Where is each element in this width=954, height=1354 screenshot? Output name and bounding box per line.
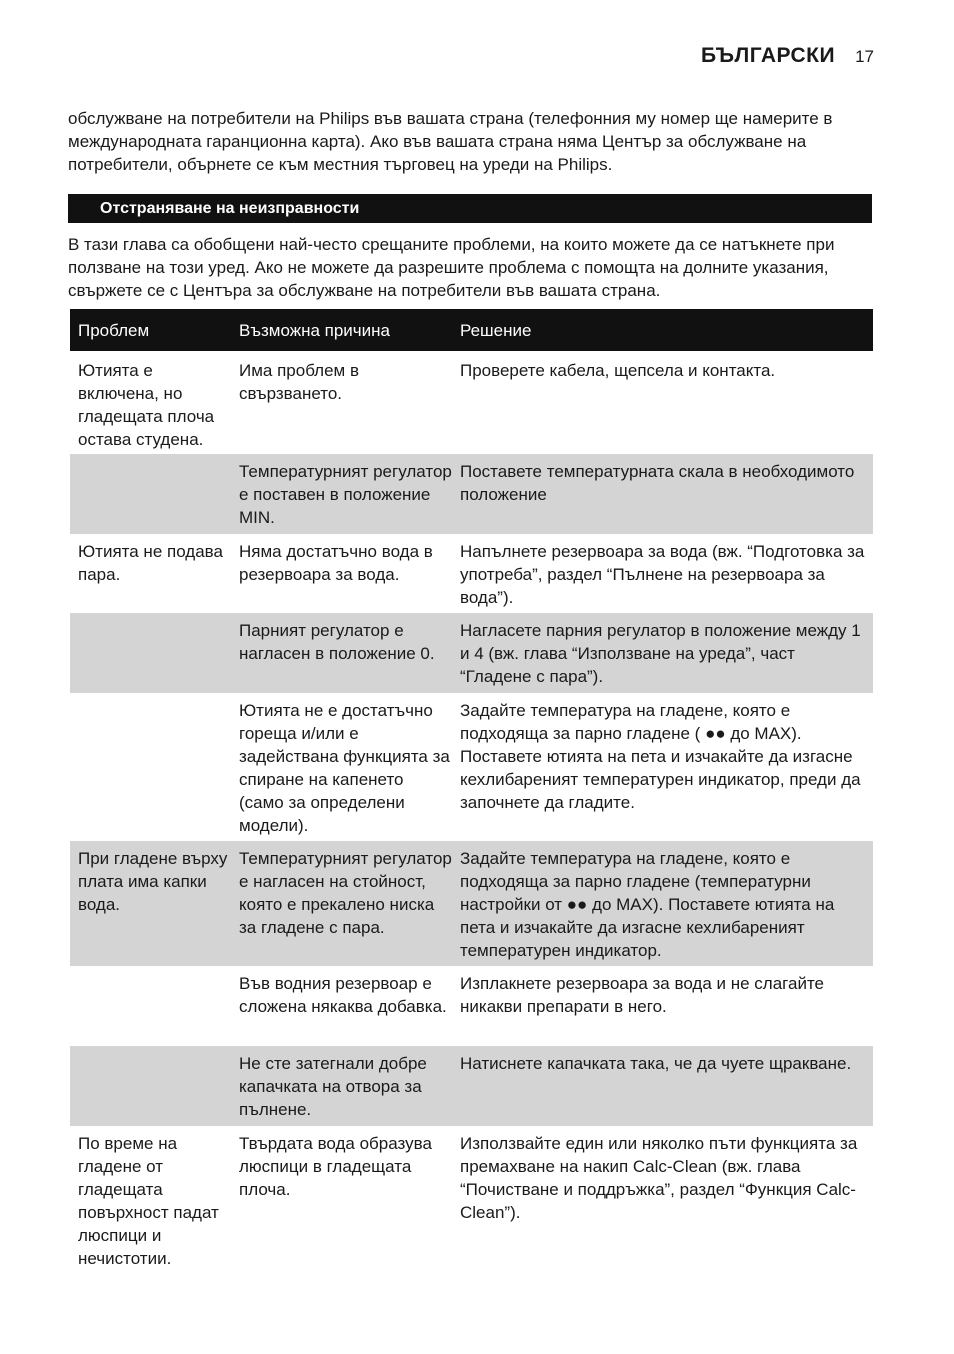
cell-problem — [70, 454, 231, 534]
cell-solution: Изплакнете резервоара за вода и не слагайте никакви препарати в него. — [460, 974, 824, 1016]
cell-problem: Ютията е включена, но гладещата плоча остава студена. — [78, 361, 215, 449]
table-row — [70, 841, 873, 966]
cell-cause: Ютията не е достатъчно гореща и/или е задействана функцията за спиране на капенето (само за определени модели). — [239, 701, 450, 835]
cell-solution: Проверете кабела, щепсела и контакта. — [460, 361, 776, 380]
cell-problem — [70, 966, 231, 1046]
cell-solution: Натиснете капачката така, че да чуете щракване. — [452, 1046, 873, 1126]
cell-cause: Температурният регулатор е нагласен на стойност, която е прекалено ниска за гладене с пара. — [231, 841, 452, 966]
intro-paragraph: обслужване на потребители на Philips във вашата страна (телефонния му номер ще намерите в международната гаранционна карта). Ако във вашата страна няма Център за обслужване на потребители, обърнете се към местния търговец на уреди на Philips. — [68, 109, 833, 174]
cell-cause: Във водния резервоар е сложена някаква добавка. — [239, 974, 447, 1016]
table-row — [70, 454, 873, 534]
language-label: БЪЛГАРСКИ — [700, 44, 836, 67]
table-row — [70, 534, 873, 613]
cell-cause: Няма достатъчно вода в резервоара за вода. — [239, 542, 433, 584]
cell-problem — [70, 693, 231, 841]
cell-problem: При гладене върху плата има капки вода. — [70, 841, 231, 966]
page-header — [701, 44, 874, 68]
cell-cause: Парният регулатор е нагласен в положение 0. — [231, 613, 452, 693]
header-cause: Възможна причина — [239, 320, 390, 340]
cell-cause: Твърдата вода образува люспици в гладещата плоча. — [239, 1134, 432, 1199]
cell-cause: Не сте затегнали добре капачката на отвора за пълнене. — [231, 1046, 452, 1126]
cell-solution: Поставете температурната скала в необходимото положение — [452, 454, 873, 534]
cell-solution: Използвайте един или няколко пъти функцията за премахване на накип Calc-Clean (вж. глава “Почистване и поддръжка”, раздел “Функция Calc-Clean”). — [460, 1134, 858, 1222]
cell-cause: Температурният регулатор е поставен в положение MIN. — [231, 454, 452, 534]
cell-problem — [70, 613, 231, 693]
cell-cause: Има проблем в свързването. — [239, 361, 359, 403]
cell-solution: Задайте температура на гладене, която е подходяща за парно гладене (температурни настройки от ●● до MAX). Поставете ютията на пета и изчакайте да изгасне кехлибареният температурен индикатор. — [452, 841, 873, 966]
header-solution: Решение — [460, 320, 532, 340]
cell-solution: Задайте температура на гладене, която е подходяща за парно гладене ( ●● до MAX). Поставете ютията на пета и изчакайте да изгасне кехлибареният температурен индикатор, преди да започнете да гладите. — [460, 701, 861, 812]
table-row — [70, 1126, 873, 1272]
page-number: 17 — [855, 47, 874, 66]
cell-problem — [70, 1046, 231, 1126]
cell-solution: Нагласете парния регулатор в положение между 1 и 4 (вж. глава “Използване на уреда”, част “Гладене с пара”). — [452, 613, 873, 693]
cell-solution: Напълнете резервоара за вода (вж. “Подготовка за употреба”, раздел “Пълнене на резервоара за вода”). — [460, 542, 865, 607]
cell-problem: По време на гладене от гладещата повърхност падат люспици и нечистотии. — [78, 1134, 219, 1268]
troubleshooting-table — [70, 309, 873, 1272]
table-row — [70, 353, 873, 454]
section-description: В тази глава са обобщени най-често срещаните проблеми, на които можете да се натъкнете при ползване на този уред. Ако не можете да разрешите проблема с помощта на долните указания, свържете се с Центъра за обслужване на потребители във вашата страна. — [68, 235, 835, 300]
cell-problem: Ютията не подава пара. — [78, 542, 223, 584]
table-row — [70, 966, 873, 1046]
section-title: Отстраняване на неизправности — [68, 194, 872, 223]
table-header — [70, 309, 873, 351]
table-row — [70, 613, 873, 693]
table-row — [70, 693, 873, 841]
table-row — [70, 1046, 873, 1126]
header-problem: Проблем — [78, 320, 150, 340]
